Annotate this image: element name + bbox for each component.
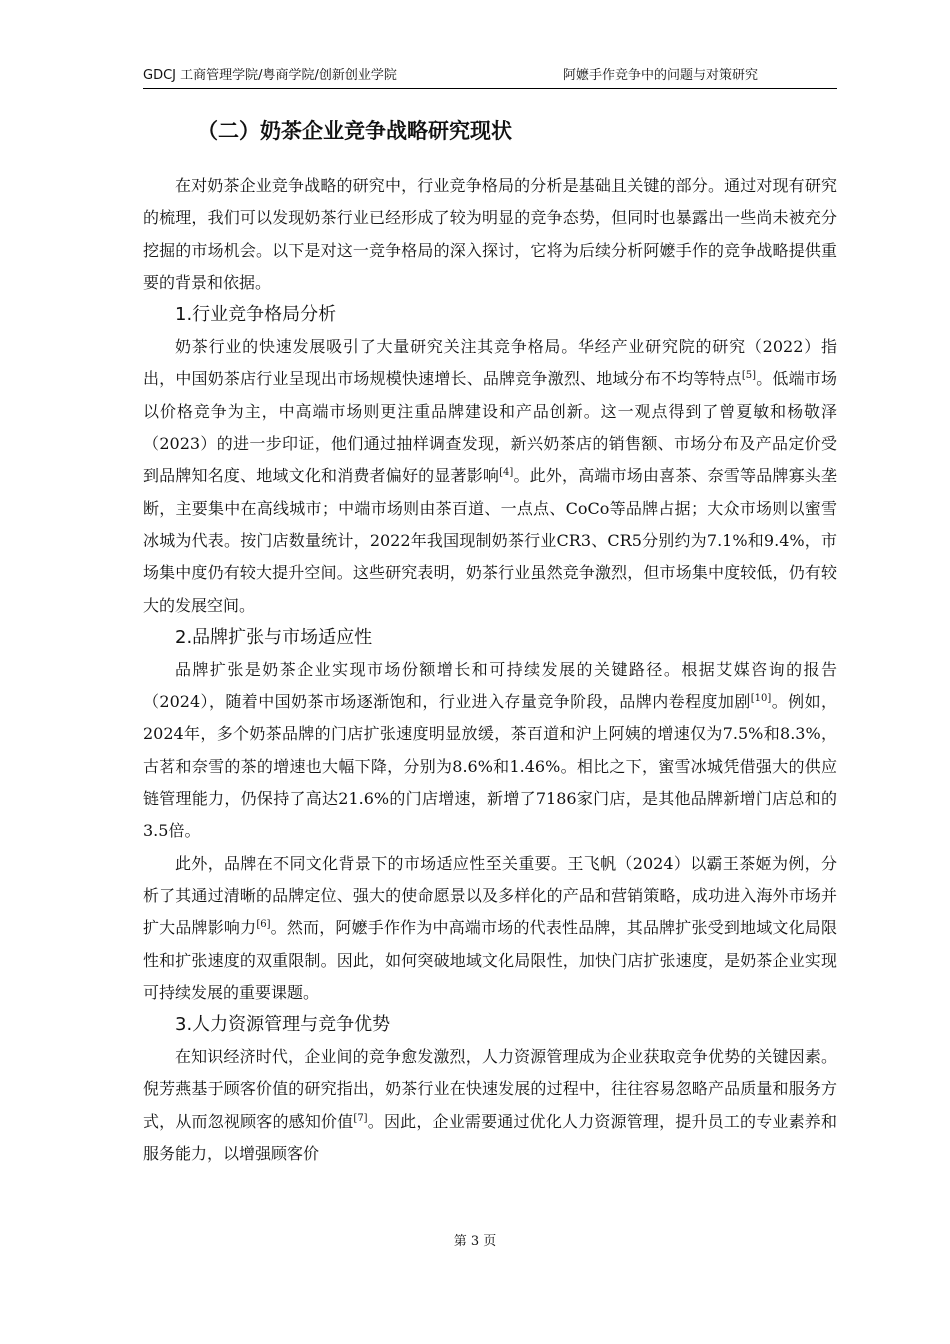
subheading-human-resources: 3.人力资源管理与竞争优势 (175, 1014, 391, 1036)
header-right-text: 阿嬷手作竞争中的问题与对策研究 (563, 68, 759, 83)
paragraph-brand-expansion-1 (143, 654, 837, 848)
paragraph-industry-competition (143, 331, 837, 622)
citation-ref: [5] (741, 370, 757, 382)
intro-paragraph: 在对奶茶企业竞争战略的研究中，行业竞争格局的分析是基础且关键的部分。通过对现有研究的梳理，我们可以发现奶茶行业已经形成了较为明显的竞争态势，但同时也暴露出一些尚未被充分挖掘的市场机会。以下是对这一竞争格局的深入探讨，它将为后续分析阿嬷手作的竞争战略提供重要的背景和依据。 (143, 176, 837, 292)
page-number: 第 3 页 (453, 1234, 497, 1249)
page-header (143, 66, 837, 89)
paragraph-brand-expansion-2 (143, 848, 837, 1009)
citation-ref: [4] (499, 467, 514, 479)
subheading-industry-competition: 1.行业竞争格局分析 (175, 304, 337, 326)
text-segment: 。例如，2024年，多个奶茶品牌的门店扩张速度明显放缓，茶百道和沪上阿姨的增速仅为7.5%和8.3%，古茗和奈雪的茶的增速也大幅下降，分别为8.6%和1.46%。相比之下，蜜雪冰城凭借强大的供应链管理能力，仍保持了高达21.6%的门店增速，新增了7186家门店，是其他品牌新增门店总和的3.5倍。 (143, 692, 837, 841)
text-segment: 在知识经济时代，企业间的竞争愈发激烈，人力资源管理成为企业获取竞争优势的关键因素。倪芳燕基于顾客价值的研究指出，奶茶行业在快速发展的过程中，往往容易忽略产品质量和服务方式，从而忽视顾客的感知价值 (143, 1047, 837, 1131)
text-segment: 奶茶行业的快速发展吸引了大量研究关注其竞争格局。华经产业研究院的研究（2022）指出，中国奶茶店行业呈现出市场规模快速增长、品牌竞争激烈、地域分布不均等特点 (143, 337, 837, 389)
text-segment: 。低端市场以价格竞争为主，中高端市场则更注重品牌建设和产品创新。这一观点得到了曾夏敏和杨敬泽（2023）的进一步印证，他们通过抽样调查发现，新兴奶茶店的销售额、市场分布及产品定价受到品牌知名度、地域文化和消费者偏好的显著影响 (143, 369, 837, 486)
page-content (143, 112, 837, 1170)
paragraph-human-resources (143, 1041, 837, 1170)
citation-ref: [7] (353, 1112, 368, 1124)
text-segment: 。此外，高端市场由喜茶、奈雪等品牌寡头垄断，主要集中在高线城市；中端市场则由茶百道、一点点、CoCo等品牌占据；大众市场则以蜜雪冰城为代表。按门店数量统计，2022年我国现制奶茶行业CR3、CR5分别约为7.1%和9.4%，市场集中度仍有较大提升空间。这些研究表明，奶茶行业虽然竞争激烈，但市场集中度较低，仍有较大的发展空间。 (143, 466, 837, 615)
citation-ref: [10] (750, 693, 772, 705)
text-segment: 。然而，阿嬷手作作为中高端市场的代表性品牌，其品牌扩张受到地域文化局限性和扩张速度的双重限制。因此，如何突破地域文化局限性，加快门店扩张速度，是奶茶企业实现可持续发展的重要课题。 (143, 918, 837, 1002)
text-segment: 品牌扩张是奶茶企业实现市场份额增长和可持续发展的关键路径。根据艾媒咨询的报告（2024），随着中国奶茶市场逐渐饱和，行业进入存量竞争阶段，品牌内卷程度加剧 (143, 659, 837, 712)
text-segment: 此外，品牌在不同文化背景下的市场适应性至关重要。王飞帆（2024）以霸王茶姬为例，分析了其通过清晰的品牌定位、强大的使命愿景以及多样化的产品和营销策略，成功进入海外市场并扩大品牌影响力 (143, 853, 837, 938)
section-title: （二）奶茶企业竞争战略研究现状 (197, 119, 512, 143)
text-segment: 。因此，企业需要通过优化人力资源管理，提升员工的专业素养和服务能力，以增强顾客价 (143, 1111, 837, 1164)
subheading-brand-expansion: 2.品牌扩张与市场适应性 (175, 626, 373, 648)
citation-ref: [6] (256, 919, 271, 931)
header-left-text: GDCJ 工商管理学院/粤商学院/创新创业学院 (143, 68, 397, 83)
